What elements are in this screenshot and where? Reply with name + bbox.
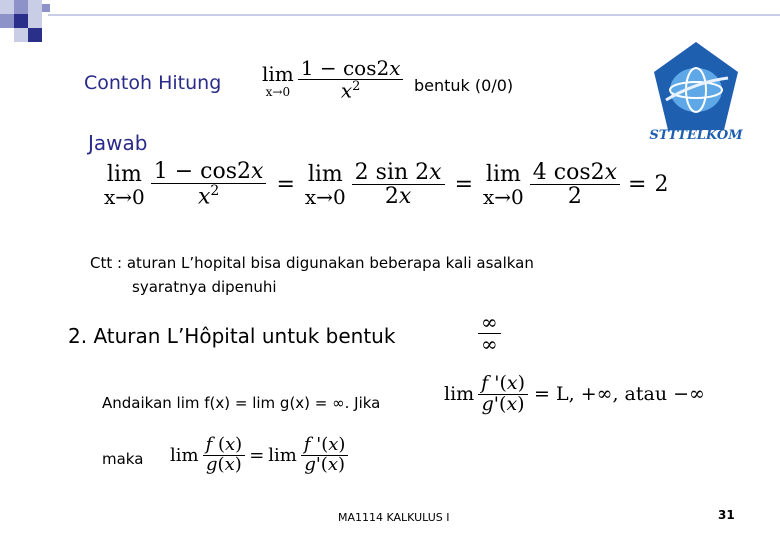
note-line-2: syaratnya dipenuhi [132, 278, 277, 296]
theorem-premise: Andaikan lim f(x) = lim g(x) = ∞. Jika [102, 394, 381, 412]
page-number: 31 [718, 508, 735, 522]
example-label: Contoh Hitung [84, 72, 222, 94]
answer-label: Jawab [88, 131, 148, 155]
logo-text: STTTELKOM [649, 128, 743, 143]
note-line-1: Ctt : aturan L’hopital bisa digunakan beberapa kali asalkan [90, 254, 534, 272]
example-limit-expression: lim x→0 $\frac{1 - \cos 2x}{x^2}$ [262, 58, 403, 102]
answer-derivation: lim x→0 $\frac{1 - \cos 2x}{x^2}$ = lim x→0 $\frac{2 \sin 2x}{2x}$ = lim x→0 $\frac{4 \cos 2x}{2}$ = 2 [104, 159, 669, 210]
course-footer: MA1114 KALKULUS I [338, 511, 450, 524]
header-rule [48, 14, 780, 16]
stttelkom-logo [648, 38, 744, 148]
lhopital-conclusion: lim $\frac{f (x)}{g(x)}$ = lim $\frac{f '(x)}{g'(x)}$ [170, 436, 348, 475]
inf-over-inf: $\frac{\infty}{\infty}$ [478, 312, 501, 355]
ratio-limit-condition: lim $\frac{f '(x)}{g'(x)}$ = L, +∞, atau −∞ [444, 372, 705, 415]
form-label: bentuk (0/0) [414, 76, 514, 95]
then-label: maka [102, 450, 144, 468]
section-title: 2. Aturan L’Hôpital untuk bentuk [68, 324, 396, 348]
